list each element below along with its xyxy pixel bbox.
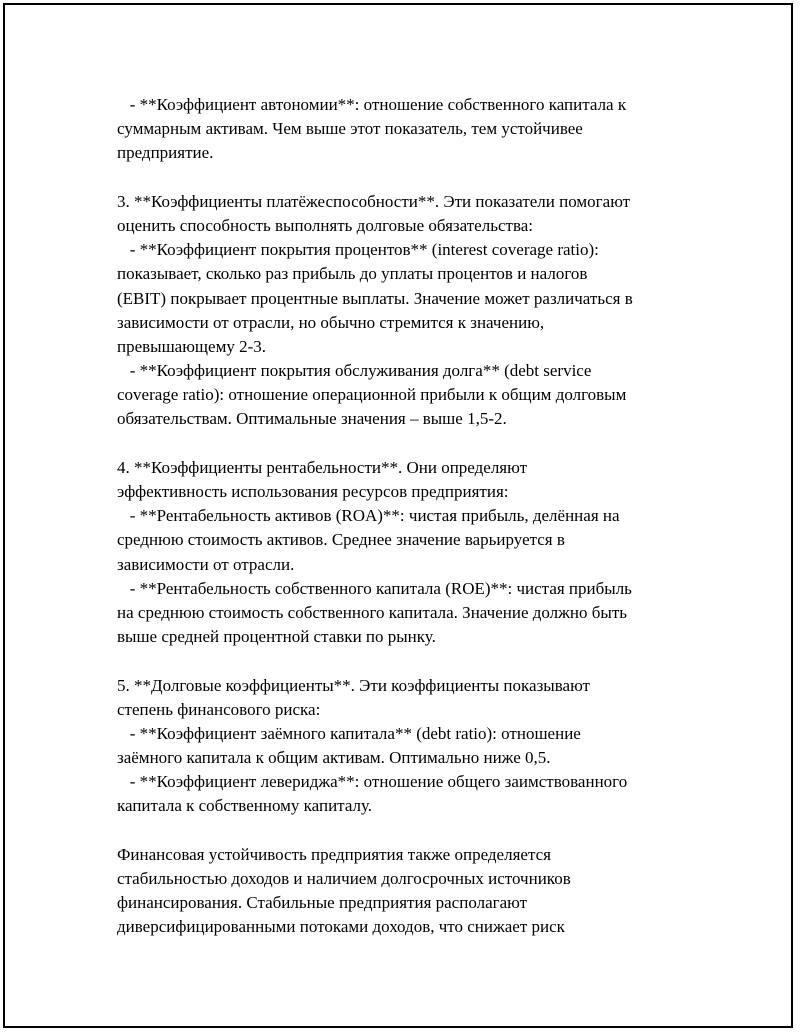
paragraph-debt-ratios xyxy=(117,674,697,819)
text-line: оценить способность выполнять долговые обязательства: xyxy=(117,215,534,235)
text-line: показывает, сколько раз прибыль до уплаты процентов и налогов xyxy=(117,264,588,284)
text-line: финансирования. Стабильные предприятия располагают xyxy=(117,893,528,913)
text-line: - **Коэффициент левериджа**: отношение общего заимствованного xyxy=(117,772,628,792)
text-line: заёмного капитала к общим активам. Оптимально ниже 0,5. xyxy=(117,748,551,768)
text-line: превышающему 2-3. xyxy=(117,336,266,356)
text-line: на среднюю стоимость собственного капитала. Значение должно быть xyxy=(117,602,627,622)
text-line: капитала к собственному капиталу. xyxy=(117,796,373,816)
text-line: стабильностью доходов и наличием долгосрочных источников xyxy=(117,869,571,888)
paragraph-autonomy xyxy=(117,93,697,166)
text-line: обязательствам. Оптимальные значения – выше 1,5-2. xyxy=(117,409,507,429)
text-line: эффективность использования ресурсов предприятия: xyxy=(117,482,509,501)
text-line: среднюю стоимость активов. Среднее значение варьируется в xyxy=(117,530,565,550)
text-line: - **Рентабельность собственного капитала (ROE)**: чистая прибыль xyxy=(117,578,632,598)
paragraph-gap xyxy=(117,649,697,673)
text-line: - **Коэффициент автономии**: отношение собственного капитала к xyxy=(117,95,627,114)
text-line: (EBIT) покрывает процентные выплаты. Значение может различаться в xyxy=(117,288,633,308)
text-line: 3. **Коэффициенты платёжеспособности**. Эти показатели помогают xyxy=(117,191,631,211)
text-line: Финансовая устойчивость предприятия также определяется xyxy=(117,844,551,864)
paragraph-conclusion xyxy=(117,843,697,940)
text-line: coverage ratio): отношение операционной прибыли к общим долговым xyxy=(117,385,627,405)
text-line: 5. **Долговые коэффициенты**. Эти коэффициенты показывают xyxy=(117,675,590,695)
text-line: - **Рентабельность активов (ROA)**: чистая прибыль, делённая на xyxy=(117,506,620,526)
paragraph-gap xyxy=(117,819,697,843)
text-line: - **Коэффициент покрытия обслуживания долга** (debt service xyxy=(117,361,592,381)
text-line: суммарным активам. Чем выше этот показатель, тем устойчивее xyxy=(117,119,583,139)
document-text xyxy=(117,93,697,940)
text-line: предприятие. xyxy=(117,143,214,163)
paragraph-solvency xyxy=(117,190,697,432)
text-line: зависимости от отрасли. xyxy=(117,554,295,574)
text-line: зависимости от отрасли, но обычно стремится к значению, xyxy=(117,312,545,332)
text-line: степень финансового риска: xyxy=(117,699,321,719)
text-line: диверсифицированными потоками доходов, что снижает риск xyxy=(117,917,565,937)
paragraph-profitability xyxy=(117,456,697,650)
text-line: - **Коэффициент заёмного капитала** (debt ratio): отношение xyxy=(117,723,581,743)
paragraph-gap xyxy=(117,432,697,456)
text-line: - **Коэффициент покрытия процентов** (interest coverage ratio): xyxy=(117,240,599,260)
text-line: выше средней процентной ставки по рынку. xyxy=(117,627,436,647)
text-line: 4. **Коэффициенты рентабельности**. Они определяют xyxy=(117,457,528,477)
paragraph-gap xyxy=(117,166,697,190)
